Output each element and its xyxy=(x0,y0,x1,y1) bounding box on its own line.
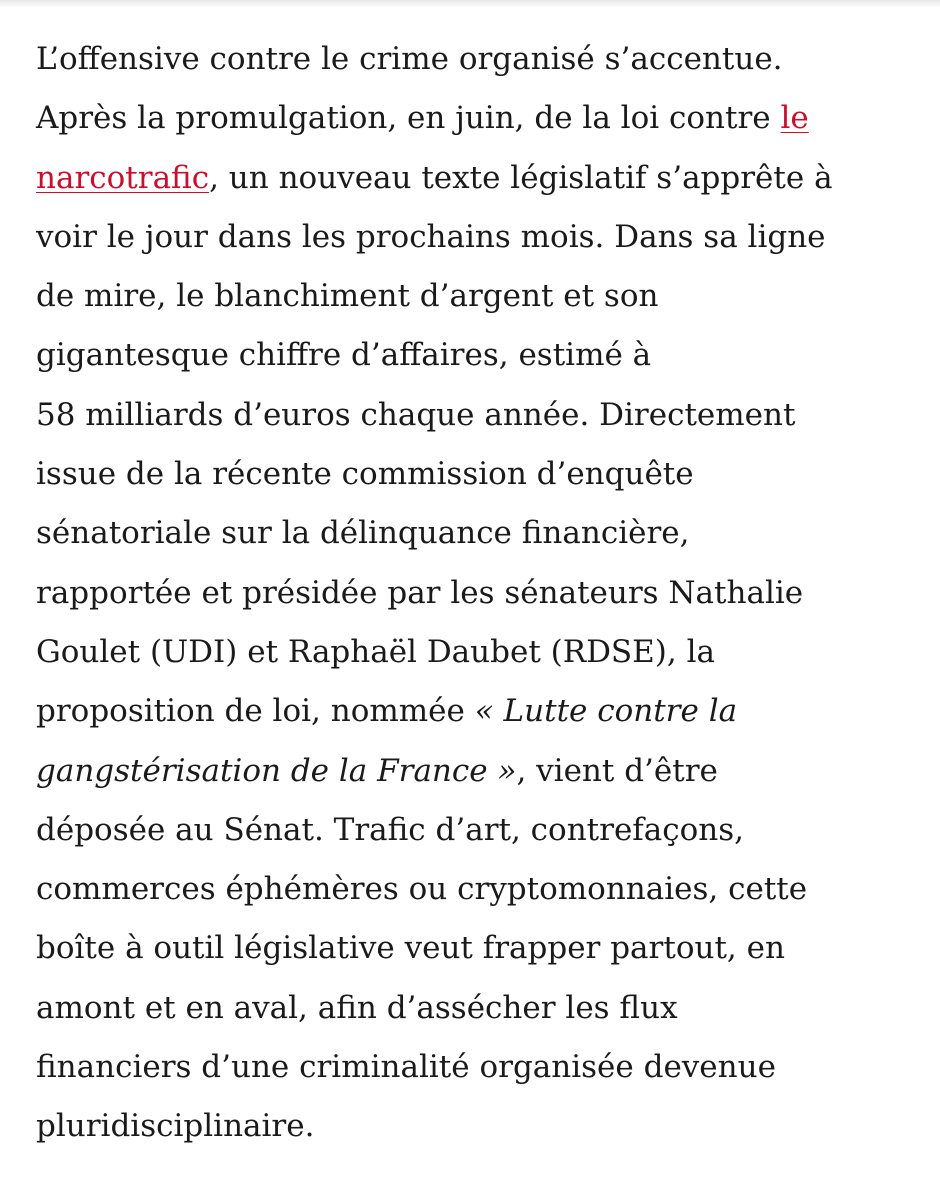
paragraph-line-13 xyxy=(36,742,916,801)
line-text: déposée au Sénat. Trafic d’art, contrefaçons, xyxy=(36,811,745,848)
paragraph-line-4 xyxy=(36,208,916,267)
paragraph-line-16 xyxy=(36,919,916,978)
law-title-italic-part-1: « Lutte contre la xyxy=(474,693,738,730)
line-text: de mire, le blanchiment d’argent et son xyxy=(36,278,659,315)
line-text: financiers d’une criminalité organisée devenue xyxy=(36,1049,776,1086)
line-text: sénatoriale sur la délinquance financière, xyxy=(36,515,690,552)
narcotrafic-law-link-part-1[interactable]: le xyxy=(780,100,809,137)
paragraph-line-18 xyxy=(36,1038,916,1097)
line-text: 58 milliards d’euros chaque année. Directement xyxy=(36,396,796,433)
paragraph-line-14 xyxy=(36,801,916,860)
line-text: amont et en aval, afin d’assécher les flux xyxy=(36,989,678,1026)
paragraph-line-12 xyxy=(36,682,916,741)
paragraph-line-2 xyxy=(36,89,916,148)
paragraph-line-15 xyxy=(36,860,916,919)
narcotrafic-law-link-part-2[interactable]: narcotrafic xyxy=(36,159,210,196)
line-text: proposition de loi, nommée xyxy=(36,693,475,730)
paragraph-line-19 xyxy=(36,1097,916,1156)
line-text: gigantesque chiffre d’affaires, estimé à xyxy=(36,337,652,374)
line-text: , un nouveau texte législatif s’apprête à xyxy=(209,159,833,196)
line-text: rapportée et présidée par les sénateurs Nathalie xyxy=(36,574,804,611)
top-shadow-divider xyxy=(0,0,940,8)
paragraph-line-7 xyxy=(36,386,916,445)
paragraph-line-8 xyxy=(36,445,916,504)
paragraph-line-9 xyxy=(36,504,916,563)
line-text: , vient d’être xyxy=(516,752,718,789)
paragraph-line-5 xyxy=(36,267,916,326)
line-text: boîte à outil législative veut frapper partout, en xyxy=(36,930,785,967)
paragraph-line-17 xyxy=(36,979,916,1038)
article-paragraph xyxy=(36,30,916,1157)
line-text: pluridisciplinaire. xyxy=(36,1108,315,1145)
line-text: issue de la récente commission d’enquête xyxy=(36,456,694,493)
paragraph-line-6 xyxy=(36,326,916,385)
law-title-italic-part-2: gangstérisation de la France » xyxy=(36,752,517,789)
paragraph-line-11 xyxy=(36,623,916,682)
paragraph-line-10 xyxy=(36,564,916,623)
line-text: Après la promulgation, en juin, de la loi contre xyxy=(36,100,781,137)
line-text: voir le jour dans les prochains mois. Dans sa ligne xyxy=(36,218,826,255)
paragraph-line-3 xyxy=(36,149,916,208)
line-text: L’offensive contre le crime organisé s’accentue. xyxy=(36,41,783,77)
paragraph-line-1 xyxy=(36,30,916,89)
line-text: Goulet (UDI) et Raphaël Daubet (RDSE), la xyxy=(36,633,715,670)
line-text: commerces éphémères ou cryptomonnaies, cette xyxy=(36,871,808,908)
